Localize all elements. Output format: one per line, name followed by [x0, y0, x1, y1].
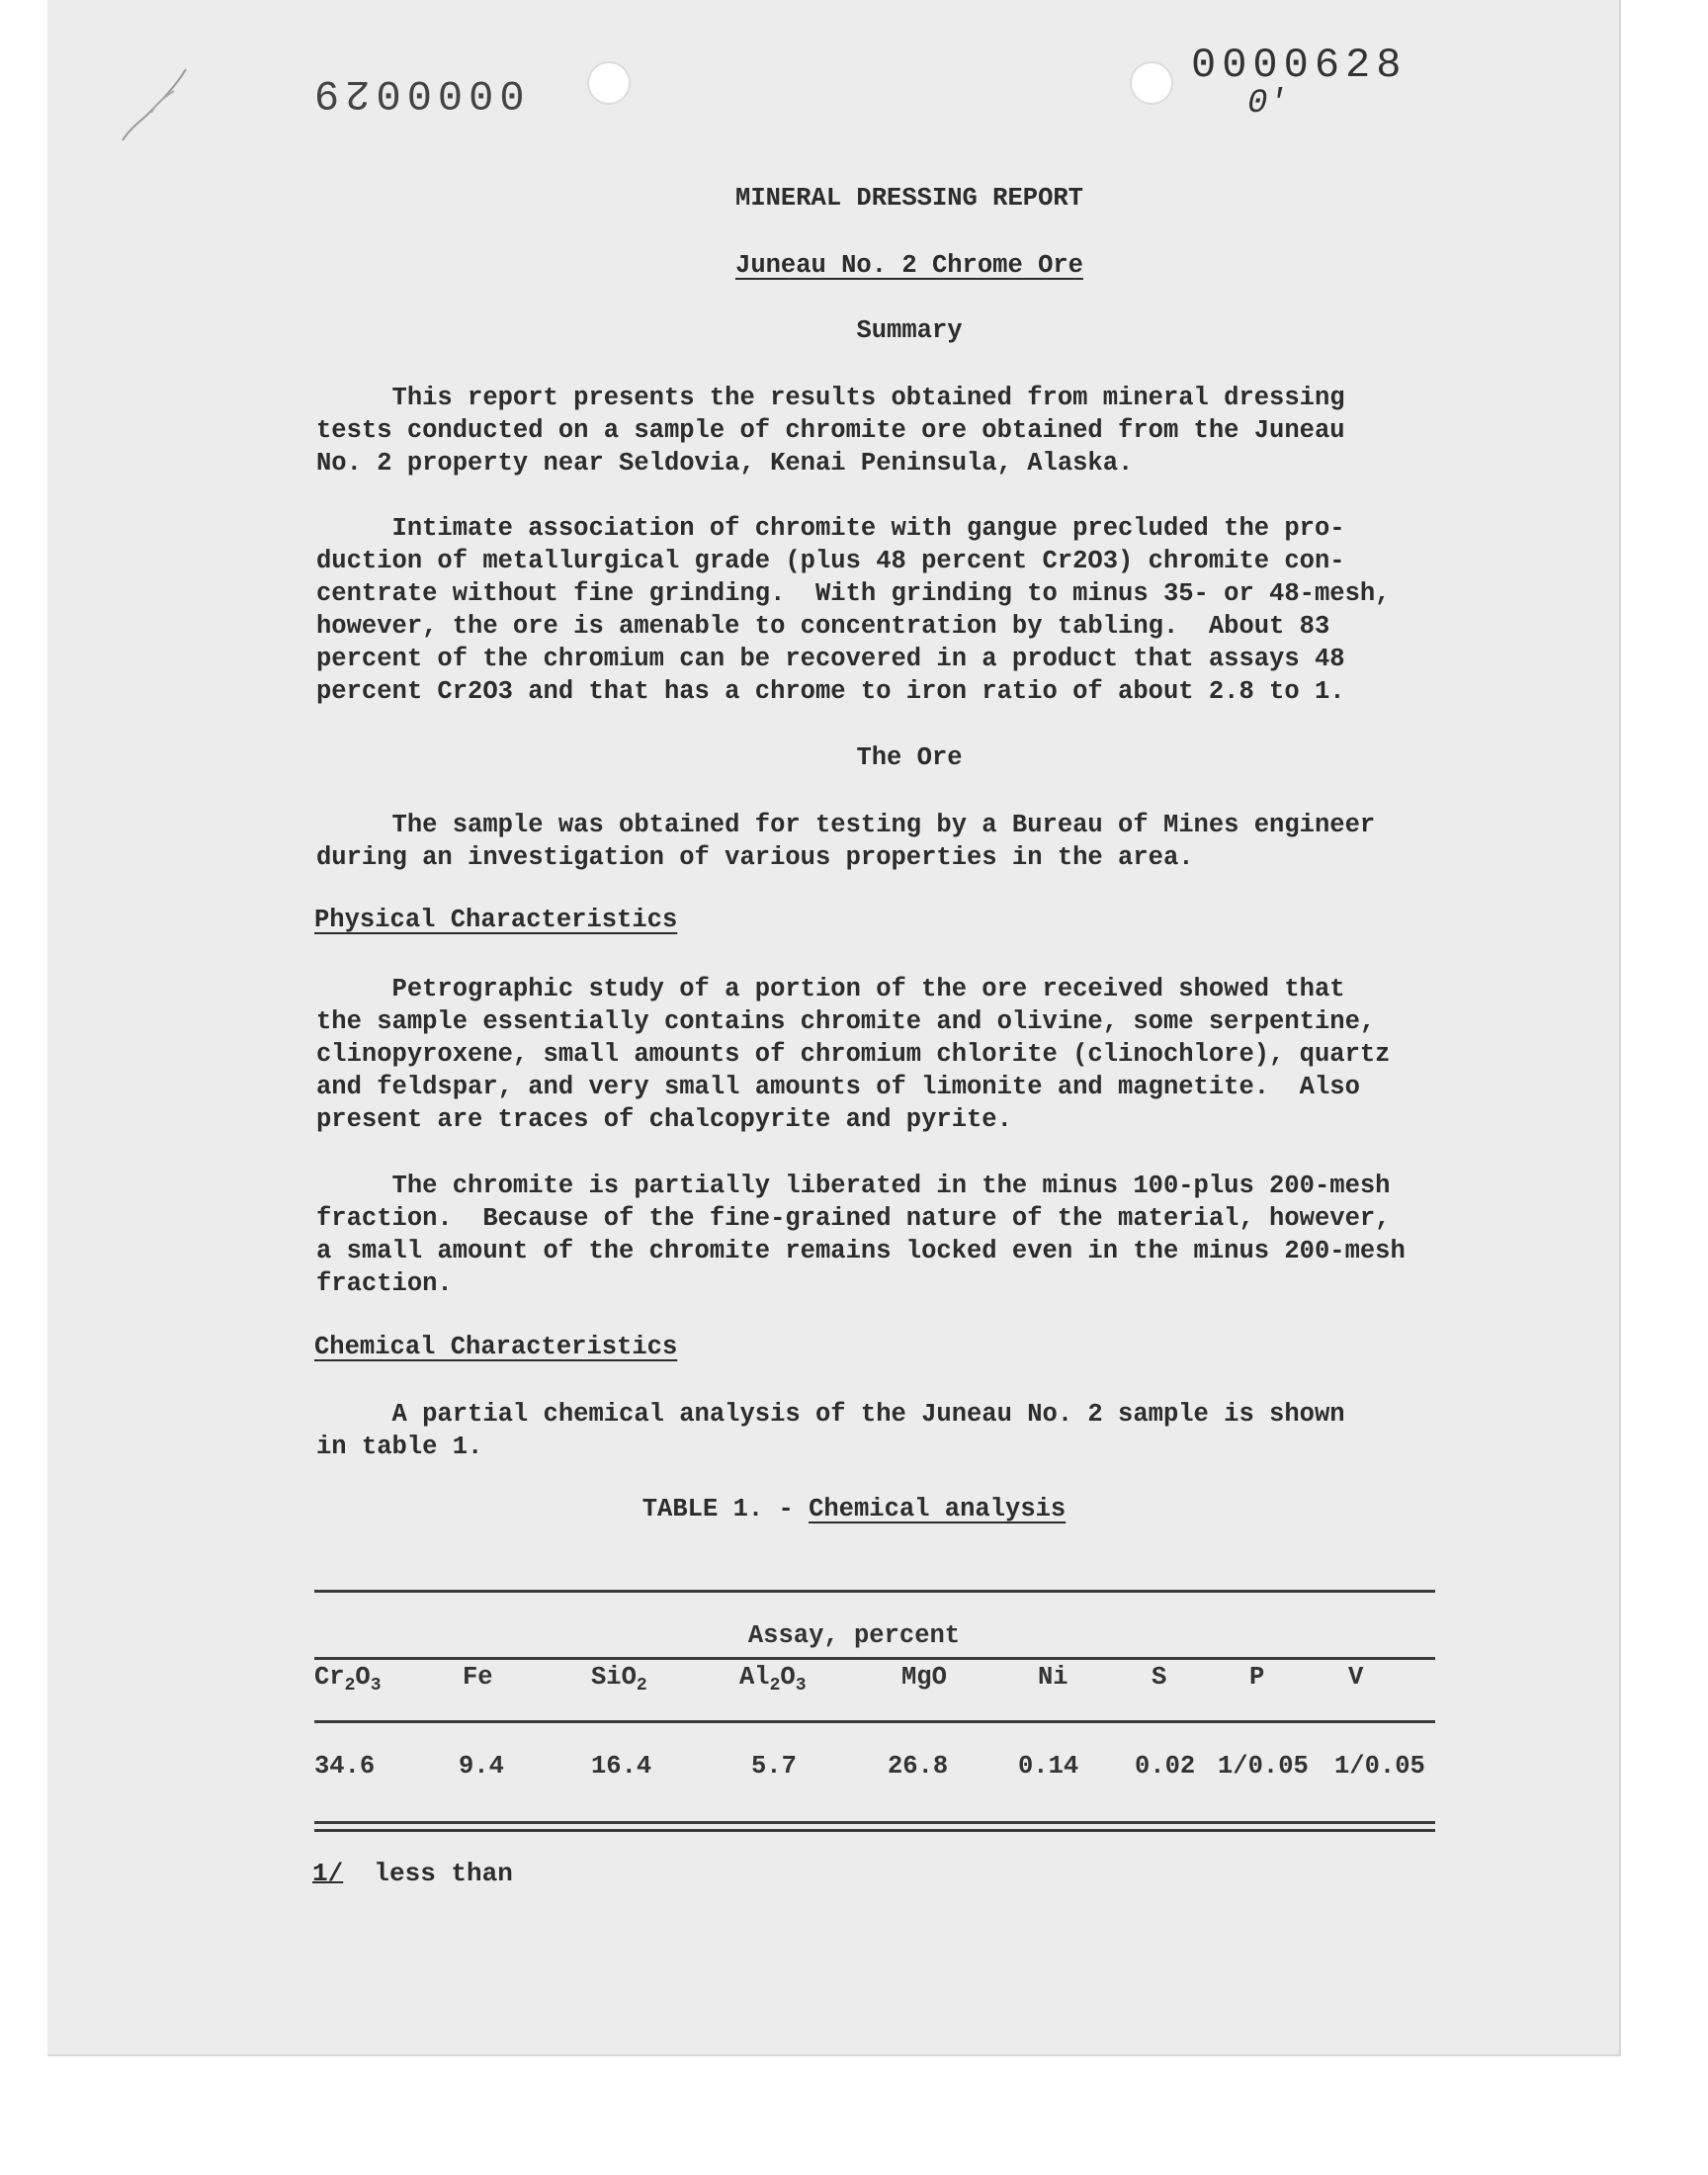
- table-cell: 9.4: [459, 1752, 504, 1781]
- table-column-header: [314, 1663, 382, 1696]
- physical-characteristics-heading: Physical Characteristics: [314, 906, 678, 934]
- document-number-stamp-right: 0000628: [1191, 42, 1408, 89]
- header-main: Fe: [463, 1663, 493, 1692]
- text-line: fraction.: [316, 1269, 453, 1298]
- text-line: during an investigation of various properties in the area.: [316, 843, 1194, 872]
- table-cell: 0.02: [1135, 1752, 1196, 1781]
- table-column-header: [739, 1663, 807, 1696]
- report-title: MINERAL DRESSING REPORT: [735, 184, 1083, 213]
- header-sub2: 3: [370, 1676, 382, 1696]
- table-bottom-rule-2: [314, 1829, 1435, 1832]
- summary-heading: Summary: [856, 316, 963, 345]
- footnote-mark: 1/: [312, 1859, 344, 1888]
- table-caption-prefix: TABLE 1. -: [641, 1495, 810, 1523]
- header-main: Al: [739, 1663, 770, 1692]
- text-line: A partial chemical analysis of the Juneau No. 2 sample is shown: [316, 1400, 1345, 1429]
- report-subject: [316, 251, 1502, 280]
- text-line: in table 1.: [316, 1433, 483, 1461]
- header-main: P: [1249, 1663, 1265, 1692]
- table-top-rule: [314, 1590, 1435, 1593]
- text-line: the sample essentially contains chromite and olivine, some serpentine,: [316, 1007, 1376, 1036]
- punch-hole-right: [1132, 63, 1171, 103]
- table-column-header: [1152, 1663, 1166, 1696]
- text-line: a small amount of the chromite remains locked even in the minus 200-mesh: [316, 1237, 1406, 1265]
- table-column-header: [901, 1663, 947, 1696]
- table-cell: 1/0.05: [1218, 1752, 1309, 1781]
- text-line: however, the ore is amenable to concentration by tabling. About 83: [316, 612, 1330, 641]
- text-line: This report presents the results obtained from mineral dressing: [316, 384, 1345, 412]
- table-column-header: [1348, 1663, 1363, 1696]
- stamp-annotation: 0': [1247, 85, 1288, 123]
- text-line: Petrographic study of a portion of the ore received showed that: [316, 975, 1345, 1003]
- table-column-header: [1038, 1663, 1068, 1696]
- text-line: duction of metallurgical grade (plus 48 percent Cr2O3) chromite con-: [316, 547, 1345, 575]
- table-cell: 34.6: [314, 1752, 376, 1781]
- text-line: Intimate association of chromite with gangue precluded the pro-: [316, 514, 1345, 543]
- header-main: V: [1348, 1663, 1364, 1692]
- table-cell: 16.4: [591, 1752, 652, 1781]
- header-sub1: 2: [769, 1676, 781, 1696]
- table-cell: 5.7: [751, 1752, 797, 1781]
- text-line: present are traces of chalcopyrite and pyrite.: [316, 1105, 1012, 1134]
- text-line: percent of the chromium can be recovered in a product that assays 48: [316, 645, 1345, 673]
- summary-paragraph-1: [316, 382, 1502, 479]
- text-line: The chromite is partially liberated in the minus 100-plus 200-mesh: [316, 1172, 1391, 1200]
- text-line: centrate without fine grinding. With grinding to minus 35- or 48-mesh,: [316, 579, 1391, 608]
- text-line: clinopyroxene, small amounts of chromium chlorite (clinochlore), quartz: [316, 1040, 1391, 1069]
- header-sub1: 2: [636, 1676, 647, 1696]
- summary-paragraph-2: [316, 512, 1502, 708]
- ore-heading: The Ore: [856, 743, 963, 772]
- text-line: and feldspar, and very small amounts of limonite and magnetite. Also: [316, 1073, 1360, 1101]
- table-cell: 1/0.05: [1334, 1752, 1425, 1781]
- table-group-rule: [314, 1657, 1435, 1660]
- header-main: S: [1152, 1663, 1167, 1692]
- text-line: The sample was obtained for testing by a Bureau of Mines engineer: [316, 811, 1376, 839]
- table-cell: 26.8: [888, 1752, 949, 1781]
- table-group-header: Assay, percent: [747, 1621, 961, 1650]
- table-column-header: [463, 1663, 493, 1696]
- punch-hole-left: [589, 63, 629, 103]
- text-line: No. 2 property near Seldovia, Kenai Peninsula, Alaska.: [316, 449, 1134, 478]
- header-main: Cr: [314, 1663, 345, 1692]
- text-line: tests conducted on a sample of chromite ore obtained from the Juneau: [316, 416, 1345, 445]
- header-sub1: 2: [344, 1676, 356, 1696]
- report-subject-text: Juneau No. 2 Chrome Ore: [735, 251, 1083, 280]
- table-cell: 0.14: [1018, 1752, 1079, 1781]
- header-main: MgO: [901, 1663, 947, 1692]
- table-column-header: [591, 1663, 647, 1696]
- text-line: percent Cr2O3 and that has a chrome to iron ratio of about 2.8 to 1.: [316, 677, 1345, 706]
- text-line: fraction. Because of the fine-grained nature of the material, however,: [316, 1204, 1391, 1233]
- header-mid: O: [780, 1663, 796, 1692]
- table-caption: [0, 1495, 1708, 1523]
- physical-paragraph-2: [316, 1170, 1502, 1300]
- header-main: SiO: [591, 1663, 637, 1692]
- footnote-text: less than: [343, 1859, 513, 1888]
- ore-paragraph: [316, 809, 1502, 874]
- table-caption-title: Chemical analysis: [809, 1495, 1067, 1523]
- table-bottom-rule-1: [314, 1821, 1435, 1824]
- pen-mark: [117, 61, 196, 150]
- header-sub2: 3: [795, 1676, 807, 1696]
- table-footnote: [312, 1859, 513, 1888]
- table-column-header: [1249, 1663, 1264, 1696]
- chemical-paragraph: [316, 1398, 1502, 1463]
- physical-paragraph-1: [316, 973, 1502, 1136]
- document-number-stamp-left: 0000029: [308, 69, 525, 117]
- header-main: Ni: [1038, 1663, 1068, 1692]
- table-header-rule: [314, 1720, 1435, 1723]
- chemical-characteristics-heading: Chemical Characteristics: [314, 1333, 678, 1361]
- header-mid: O: [355, 1663, 371, 1692]
